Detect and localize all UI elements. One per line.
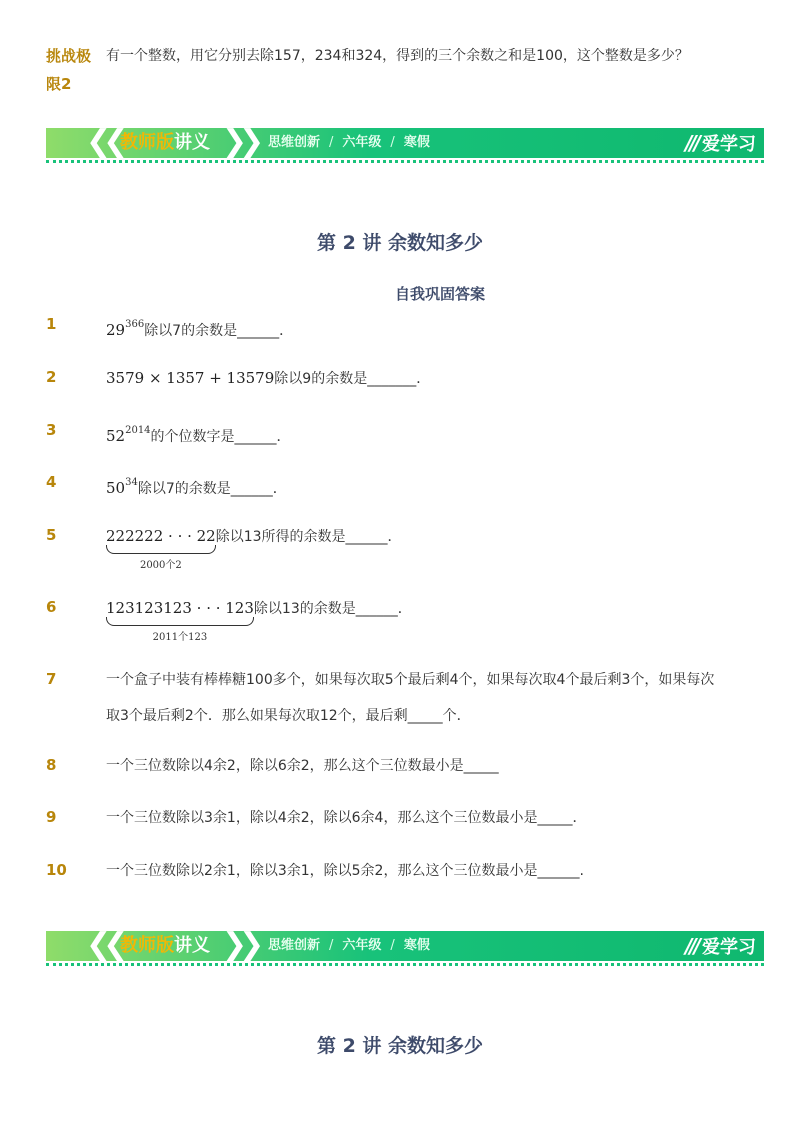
banner-brand: [120, 128, 210, 158]
question-number: 6: [46, 598, 57, 616]
brand-part2: 讲义: [174, 132, 210, 153]
question-number: 10: [46, 861, 67, 879]
question-text: 的个位数字是______．: [150, 429, 291, 445]
banner-breadcrumb: [268, 128, 430, 158]
question-text: 一个三位数除以3余1，除以4余2，除以6余4，那么这个三位数最小是_____．: [106, 810, 587, 826]
question-text: 除以13的余数是______．: [253, 601, 412, 617]
logo-text: 爱学习: [702, 937, 756, 958]
question-text: 除以13所得的余数是______．: [215, 529, 402, 545]
section-title: 自我巩固答案: [394, 285, 485, 303]
challenge-tag: 挑战极限2: [46, 47, 92, 93]
teacher-edition-banner: [46, 124, 764, 164]
question-text: 除以7的余数是______．: [137, 481, 287, 497]
brand-logo: [685, 931, 756, 961]
question-number: 9: [46, 808, 57, 826]
banner-dotted-line: [46, 963, 764, 966]
brand-part1: 教师版: [120, 132, 174, 153]
question-number: 5: [46, 526, 57, 544]
logo-text: 爱学习: [702, 134, 756, 155]
question-number: 8: [46, 756, 57, 774]
question-body: [106, 598, 726, 643]
brand-part2: 讲义: [174, 935, 210, 956]
lecture-title: 第 2 讲 余数知多少: [316, 232, 484, 254]
challenge-question: [46, 42, 746, 98]
crumb-separator: /: [329, 135, 334, 150]
logo-mark-icon: ///: [685, 934, 698, 958]
crumb-separator: /: [390, 135, 395, 150]
question-text: 除以9的余数是_______．: [274, 371, 431, 387]
question-exponent: 366: [125, 319, 145, 330]
banner-breadcrumb: [268, 931, 430, 961]
question-text: 除以7的余数是______．: [144, 323, 294, 339]
crumb-separator: /: [329, 938, 334, 953]
chevron-left-icon: ❮❮: [86, 927, 121, 962]
underbrace-icon: [106, 545, 216, 554]
question-math: 222222 · · · 22: [106, 527, 216, 545]
question-exponent: 2014: [125, 425, 151, 436]
question-math: 50: [106, 479, 126, 497]
brand-part1: 教师版: [120, 935, 174, 956]
question-text: 一个三位数除以2余1，除以3余1，除以5余2，那么这个三位数最小是______.: [106, 863, 584, 879]
question-body: [106, 526, 726, 571]
underbrace-icon: [106, 617, 254, 626]
banner-brand: [120, 931, 210, 961]
question-exponent: 34: [125, 477, 138, 488]
underbrace-group: [106, 526, 216, 571]
question-math: 123123123 · · · 123: [106, 599, 254, 617]
challenge-text: 有一个整数，用它分别去除157，234和324，得到的三个余数之和是100，这个整数是多少？: [106, 48, 689, 64]
question-text: 一个三位数除以4余2，除以6余2，那么这个三位数最小是_____: [106, 758, 499, 774]
question-text: 一个盒子中装有棒棒糖100多个，如果每次取5个最后剩4个，如果每次取4个最后剩3个，如果每次取3个最后剩2个．那么如果每次取12个，最后剩_____个．: [106, 672, 715, 724]
lecture-title: 第 2 讲 余数知多少: [316, 1035, 484, 1057]
question-body: [106, 473, 726, 499]
question-body: [106, 421, 726, 447]
question-body: [106, 315, 726, 341]
crumb-2: 六年级: [342, 135, 382, 150]
question-number: 4: [46, 473, 57, 491]
crumb-3: 寒假: [403, 135, 430, 150]
underbrace-label: 2000个2: [139, 560, 182, 571]
question-number: 3: [46, 421, 57, 439]
chevron-right-icon: ❯❯: [222, 927, 257, 962]
banner-dotted-line: [46, 160, 764, 163]
chevron-right-icon: ❯❯: [222, 124, 257, 159]
question-number: 2: [46, 368, 57, 386]
underbrace-group: [106, 598, 254, 643]
teacher-edition-banner: [46, 927, 764, 967]
underbrace-label: 2011个123: [152, 632, 208, 643]
crumb-separator: /: [390, 938, 395, 953]
crumb-3: 寒假: [403, 938, 430, 953]
question-math: 52: [106, 427, 126, 445]
crumb-1: 思维创新: [268, 938, 321, 953]
chevron-left-icon: ❮❮: [86, 124, 121, 159]
question-number: 7: [46, 670, 57, 688]
question-math: 3579 × 1357 + 13579: [106, 369, 275, 387]
question-body: [106, 368, 726, 389]
crumb-1: 思维创新: [268, 135, 321, 150]
logo-mark-icon: ///: [685, 131, 698, 155]
question-number: 1: [46, 315, 57, 333]
question-math: 29: [106, 321, 126, 339]
brand-logo: [685, 128, 756, 158]
crumb-2: 六年级: [342, 938, 382, 953]
